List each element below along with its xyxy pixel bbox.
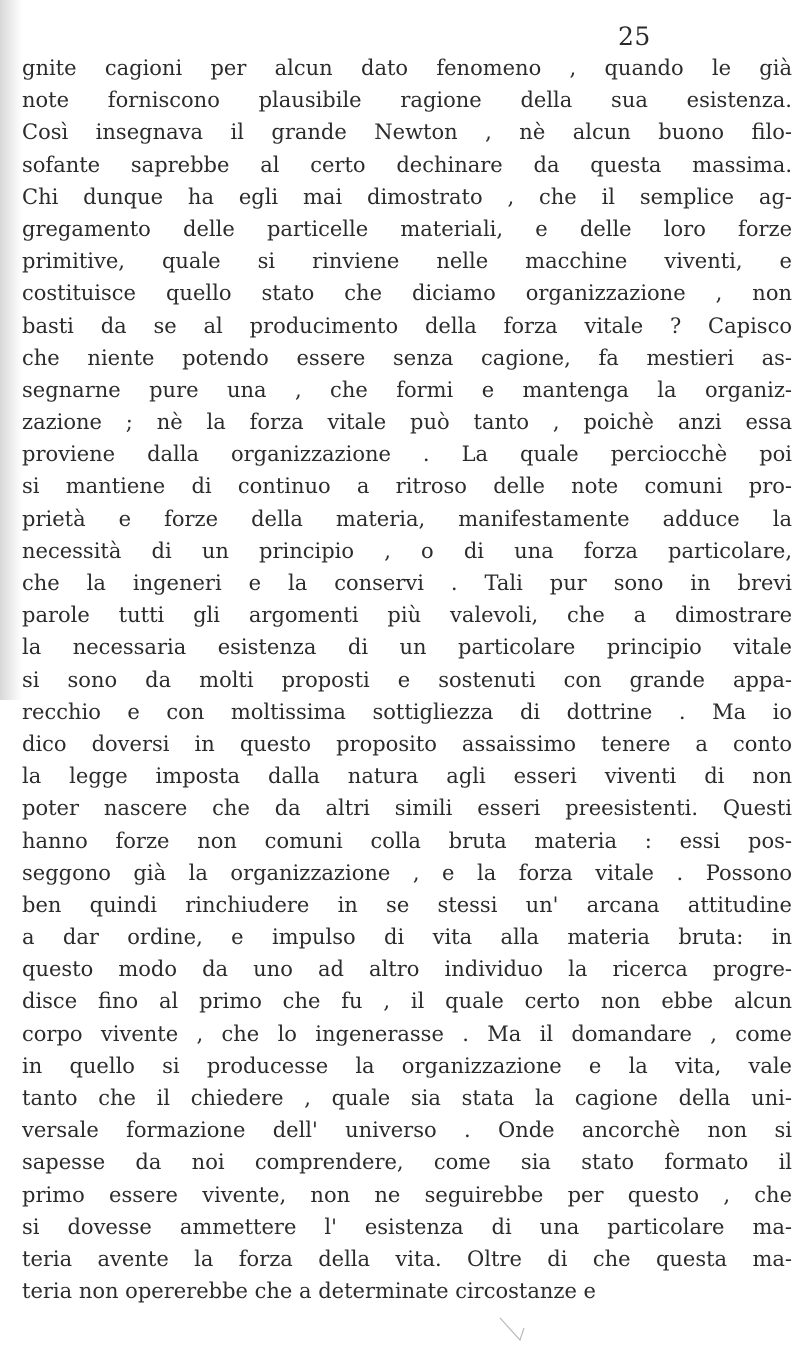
text-line: ben quindi rinchiudere in se stessi un' arcana attitudine <box>22 892 792 917</box>
text-line: Così insegnava il grande Newton , nè alcun buono filo- <box>22 120 792 145</box>
text-line: poter nascere che da altri simili esseri preesistenti. Questi <box>22 796 792 821</box>
text-line: sofante saprebbe al certo dechinare da questa massima. <box>22 152 792 177</box>
text-line: costituisce quello stato che diciamo organizzazione , non <box>22 281 792 306</box>
text-line: note forniscono plausibile ragione della sua esistenza. <box>22 88 792 113</box>
text-line: seggono già la organizzazione , e la forza vitale . Possono <box>22 860 792 885</box>
text-line: proviene dalla organizzazione . La quale perciocchè poi <box>22 442 792 467</box>
text-line: corpo vivente , che lo ingenerasse . Ma il domandare , come <box>22 1021 792 1046</box>
text-line: segnarne pure una , che formi e mantenga la organiz- <box>22 377 792 402</box>
text-line: la legge imposta dalla natura agli esseri viventi di non <box>22 764 792 789</box>
text-line: che la ingeneri e la conservi . Tali pur sono in brevi <box>22 571 792 595</box>
text-line: gnite cagioni per alcun dato fenomeno , quando le già <box>22 56 792 80</box>
text-line: recchio e con moltissima sottigliezza di dottrine . Ma io <box>22 699 792 724</box>
text-line: a dar ordine, e impulso di vita alla materia bruta: in <box>22 925 792 950</box>
text-line: parole tutti gli argomenti più valevoli, che a dimostrare <box>22 603 792 628</box>
text-line: si dovesse ammettere l' esistenza di una particolare ma- <box>22 1214 792 1239</box>
text-line: sapesse da noi comprendere, come sia stato formato il <box>22 1150 792 1175</box>
text-line: zazione ; nè la forza vitale può tanto , poichè anzi essa <box>22 410 792 435</box>
page-number: 25 <box>618 22 651 51</box>
binding-edge-shadow <box>0 0 22 700</box>
text-line: si mantiene di continuo a ritroso delle note comuni pro- <box>22 474 792 499</box>
text-line: che niente potendo essere senza cagione, fa mestieri as- <box>22 345 792 370</box>
text-line: questo modo da uno ad altro individuo la ricerca progre- <box>22 957 792 982</box>
text-line: basti da se al producimento della forza vitale ? Capisco <box>22 313 792 338</box>
text-line: dico doversi in questo proposito assaissimo tenere a conto <box>22 731 792 756</box>
stray-pen-mark <box>498 1314 538 1344</box>
text-line: gregamento delle particelle materiali, e delle loro forze <box>22 216 792 241</box>
text-line: teria avente la forza della vita. Oltre di che questa ma- <box>22 1246 792 1271</box>
text-line: Chi dunque ha egli mai dimostrato , che il semplice ag- <box>22 184 792 209</box>
text-line: la necessaria esistenza di un particolare principio vitale <box>22 635 792 660</box>
text-line: disce fino al primo che fu , il quale certo non ebbe alcun <box>22 989 792 1014</box>
text-line: versale formazione dell' universo . Onde ancorchè non si <box>22 1118 792 1143</box>
text-line: si sono da molti proposti e sostenuti con grande appa- <box>22 667 792 692</box>
text-line: in quello si producesse la organizzazione e la vita, vale <box>22 1053 792 1078</box>
body-text <box>22 52 792 1307</box>
text-line: prietà e forze della materia, manifestamente adduce la <box>22 506 792 531</box>
text-line: primitive, quale si rinviene nelle macchine viventi, e <box>22 249 792 274</box>
text-line: tanto che il chiedere , quale sia stata la cagione della uni- <box>22 1086 792 1110</box>
text-line: hanno forze non comuni colla bruta materia : essi pos- <box>22 828 792 853</box>
text-line: teria non opererebbe che a determinate circostanze e <box>22 1279 596 1304</box>
text-line: necessità di un principio , o di una forza particolare, <box>22 538 792 563</box>
text-line: primo essere vivente, non ne seguirebbe per questo , che <box>22 1182 792 1207</box>
